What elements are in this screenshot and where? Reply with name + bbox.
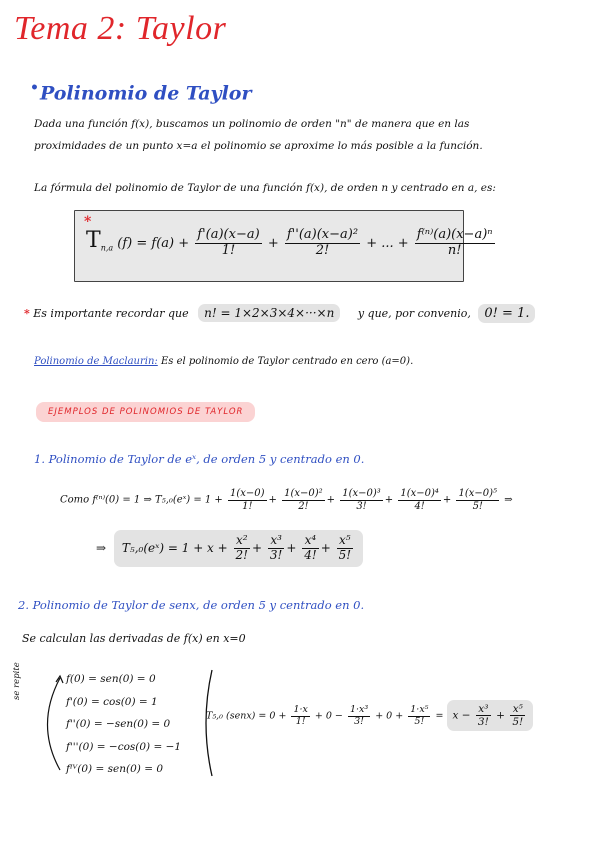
example2-result-pre: T₅,₀ (senx) = 0 + [206, 710, 287, 722]
formula-term-n: $\frac{\text{f⁽ⁿ⁾(a)(x−a)ⁿ}}{n!}$ [416, 227, 493, 258]
derivative-3: f'''(0) = −cos(0) = −1 [66, 740, 182, 753]
example2-heading: 2. Polinomio de Taylor de senx, de orden 5 y centrado en 0. [18, 598, 365, 612]
section-heading [30, 80, 252, 104]
remember-line [24, 306, 535, 321]
example1-simple-term-3: $\frac{\text{x³}}{3!}$ [269, 533, 283, 562]
repeat-arrow-icon [30, 670, 70, 775]
example1-heading: 1. Polinomio de Taylor de eˣ, de orden 5 y centrado en 0. [34, 452, 365, 466]
example2-result [206, 700, 533, 731]
maclaurin-line [34, 356, 413, 367]
derivative-1: f'(0) = cos(0) = 1 [66, 695, 158, 708]
example2-final-pre: x − [452, 709, 471, 722]
derivatives-list [66, 668, 181, 781]
example2-final-highlight [447, 700, 534, 731]
maclaurin-text: Es el polinomio de Taylor centrado en cero (a=0). [160, 356, 414, 367]
example1-result-lhs: T₅,₀(eˣ) = 1 + x + [121, 540, 228, 555]
example1-term-4: $\frac{\text{1(x−0)⁴}}{4!}$ [400, 488, 439, 512]
formula-lhs-arg: (f) = f(a) + [117, 236, 190, 251]
intro-line-1: Dada una función f(x), buscamos un polinomio de orden "n" de manera que en las [34, 118, 470, 130]
example1-line-2 [96, 530, 363, 567]
example2-final-term-5: $\frac{\text{x⁵}}{5!}$ [512, 703, 524, 729]
formula-lhs: T [86, 228, 101, 253]
intro-line-2: proximidades de un punto x=a el polinomio se aproxime lo más posible a la función. [34, 140, 483, 152]
implies-arrow: ⇒ [504, 494, 513, 506]
section-heading-text: Polinomio de Taylor [39, 82, 252, 105]
example2-term-1: $\frac{1\cdot x}{1!}$ [293, 703, 308, 727]
example2-mid-2: + 0 + [375, 710, 404, 722]
example1-term-2: $\frac{\text{1(x−0)²}}{2!}$ [284, 488, 323, 512]
taylor-formula: $T_{n,a}$ (f) = f(a) + $\frac{f'(a)(x-a)}{1!}$ + $\frac{\text{f''(a)(x−a)²}}{2!}$ + ... + $\frac{\text{f⁽ⁿ⁾(a)(x−a)ⁿ}}{n!}$ [86, 227, 493, 258]
formula-dots: + ... + [366, 236, 409, 251]
zero-factorial-highlight: 0! = 1. [478, 304, 535, 323]
derivative-0: f(0) = sen(0) = 0 [66, 673, 156, 685]
remember-text-1: Es importante recordar que [33, 307, 189, 320]
title-underline [12, 50, 212, 56]
example1-term-3: $\frac{\text{1(x−0)³}}{3!}$ [342, 488, 381, 512]
examples-tag: EJEMPLOS DE POLINOMIOS DE TAYLOR [36, 402, 255, 422]
example2-final-term-3: $\frac{\text{x³}}{3!}$ [477, 703, 489, 729]
example2-calc-text: Se calculan las derivadas de f(x) en x=0 [22, 632, 246, 645]
example2-term-3: $\frac{\text{1·x³}}{3!}$ [349, 703, 369, 727]
example1-simple-term-4: $\frac{\text{x⁴}}{4!}$ [304, 533, 317, 562]
star-icon: * [84, 214, 92, 230]
bullet-icon: • [30, 80, 39, 96]
example1-line-1: Como f⁽ⁿ⁾(0) = 1 ⇒ T₅,₀(eˣ) = 1 + $\frac{1(x-0)}{1!}$ + $\frac{\text{1(x−0)²}}{2!}$ + $\frac{\text{1(x−0)³}}{3!}$ + $\frac{\text{1(x−0)⁴}}{4!}$ + $\frac{\text{1(x−0)⁵}}{5!}$ ⇒ [60, 488, 513, 512]
example2-final-plus: + [496, 709, 505, 722]
example2-equals: = [435, 710, 444, 722]
formula-lhs-sub: n,a [100, 243, 114, 253]
formula-term-1: $\frac{f'(a)(x-a)}{1!}$ [197, 227, 260, 258]
example1-line1-pre: Como f⁽ⁿ⁾(0) = 1 ⇒ T₅,₀(eˣ) = 1 + [60, 494, 223, 506]
remember-text-2: y que, por convenio, [357, 307, 471, 320]
example1-term-1: $\frac{1(x-0)}{1!}$ [230, 488, 265, 512]
factorial-highlight: n! = 1×2×3×4×···×n [198, 304, 340, 322]
page-title: Tema 2: Taylor [14, 10, 227, 47]
example1-term-5: $\frac{\text{1(x−0)⁵}}{5!}$ [458, 488, 498, 512]
formula-term-2: $\frac{\text{f''(a)(x−a)²}}{2!}$ [286, 227, 359, 258]
formula-intro: La fórmula del polinomio de Taylor de una función f(x), de orden n y centrado en a, es: [34, 182, 496, 194]
example1-simple-term-5: $\frac{\text{x⁵}}{5!}$ [338, 533, 352, 562]
derivative-4: fᴵⱽ(0) = sen(0) = 0 [66, 763, 164, 775]
implies-arrow: ⇒ [96, 540, 107, 555]
example1-result-highlight: T₅,₀(eˣ) = 1 + x + $\frac{\text{x²}}{2!}$ + $\frac{\text{x³}}{3!}$ + $\frac{\text{x⁴}}{4!}$ + $\frac{\text{x⁵}}{5!}$ [114, 530, 363, 567]
example2-term-5: $\frac{\text{1·x⁵}}{5!}$ [410, 703, 429, 727]
derivative-2: f''(0) = −sen(0) = 0 [66, 718, 171, 730]
example1-simple-term-2: $\frac{\text{x²}}{2!}$ [235, 533, 248, 562]
star-icon: * [24, 307, 30, 320]
maclaurin-label: Polinomio de Maclaurin: [34, 356, 158, 367]
repeat-label: se repite [12, 662, 22, 700]
example2-mid-1: + 0 − [314, 710, 343, 722]
